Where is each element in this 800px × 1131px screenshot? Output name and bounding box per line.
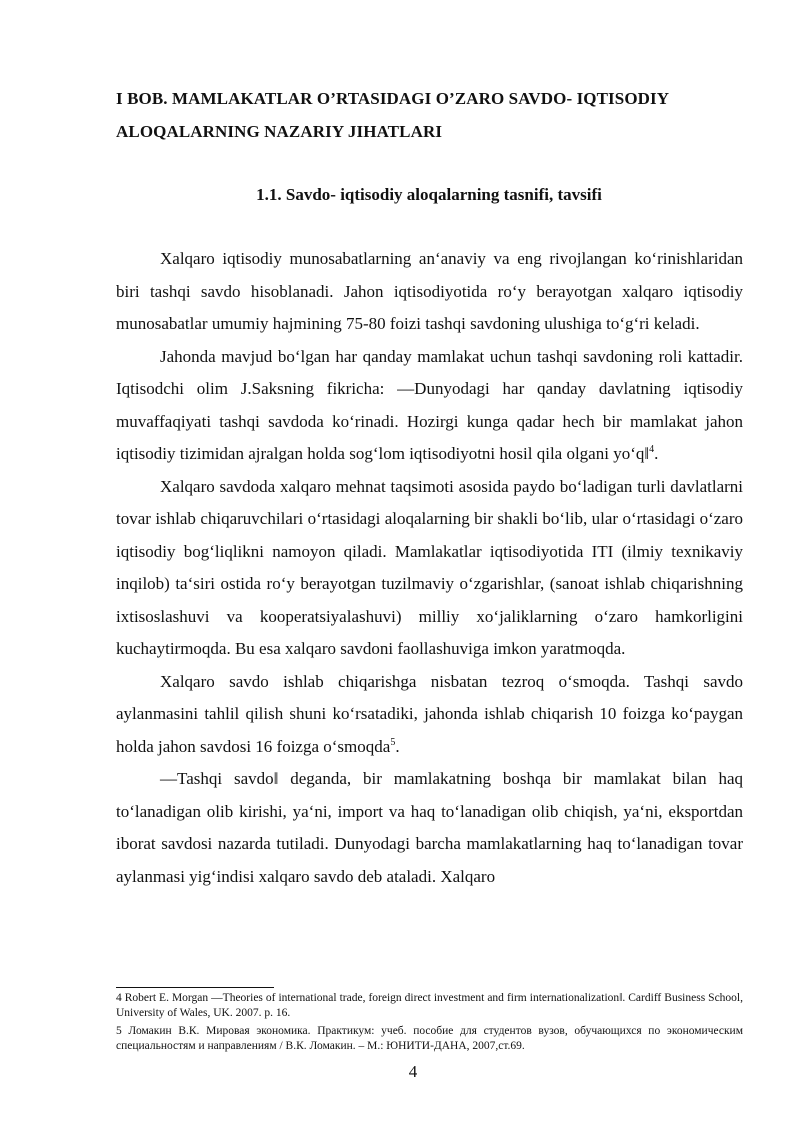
paragraph-2-end: . — [654, 444, 659, 463]
paragraph-2-text: Jahonda mavjud bo‘lgan har qanday mamlakat uchun tashqi savdoning roli kattadir. Iqtisodchi olim J.Saksning fikricha: ―Dunyodagi har qanday davlatning iqtisodiy muvaffaqiyati tashqi savdoda ko‘rinadi. Hozirgi kunga qadar hech bir mamlakat jahon iqtisodiy tizimidan ajralgan holda sog‘lom iqtisodiyotni hosil qila olgani yo‘q‖ — [116, 346, 743, 463]
footnote-5: 5 Ломакин В.К. Мировая экономика. Практикум: учеб. пособие для студентов вузов, обучающихся по экономическим специальностям и направлениям / В.К. Ломакин. – М.: ЮНИТИ-ДАНА, 2007,ст.69. — [116, 1025, 743, 1052]
footnote-ref-4[interactable]: 4 — [649, 444, 655, 455]
paragraph-2 — [116, 341, 743, 471]
chapter-title-line-2: ALOQALARNING NAZARIY JIHATLARI — [116, 122, 443, 141]
chapter-title — [116, 82, 756, 148]
paragraph-5: ―Tashqi savdo‖ deganda, bir mamlakatning boshqa bir mamlakat bilan haq to‘lanadigan olib kirishi, ya‘ni, import va haq to‘lanadigan olib chiqish, ya‘ni, eksportdan iborat savdosi nazarda tutiladi. Dunyodagi barcha mamlakatlarning haq to‘lanadigan tovar aylanmasi yig‘indisi xalqaro savdo deb ataladi. Xalqaro — [116, 769, 743, 886]
paragraph-4-end: . — [395, 736, 400, 756]
page-number: 4 — [408, 1062, 418, 1081]
chapter-title-line-1: I BOB. MAMLAKATLAR O’RTASIDAGI O’ZARO SAVDO- IQTISODIY — [116, 89, 670, 108]
paragraph-4 — [116, 666, 743, 764]
paragraph-3: Xalqaro savdoda xalqaro mehnat taqsimoti asosida paydo bo‘ladigan turli davlatlarni tovar ishlab chiqaruvchilari o‘rtasidagi aloqalarning bir shakli bo‘lib, ular o‘rtasidagi o‘zaro iqtisodiy bog‘liqlikni namoyon qiladi. Mamlakatlar iqtisodiyotida ITI (ilmiy texnikaviy inqilob) ta‘siri ostida ro‘y berayotgan tuzilmaviy o‘zgarishlar, (sanoat ishlab chiqarishning ixtisoslashuvi va kooperatsiyalashuvi) milliy xo‘jaliklarning o‘zaro hamkorligini kuchaytirmoqda. Bu esa xalqaro savdoni faollashuviga imkon yaratmoqda. — [116, 476, 743, 658]
paragraph-4-text: Xalqaro savdo ishlab chiqarishga nisbatan tezroq o‘smoqda. Tashqi savdo aylanmasini tahlil qilish shuni ko‘rsatadiki, jahonda ishlab chiqarish 10 foizga ko‘paygan holda jahon savdosi 16 foizga o‘smoqda — [116, 671, 743, 756]
body-text — [116, 243, 743, 893]
section-title: 1.1. Savdo- iqtisodiy aloqalarning tasnifi, tavsifi — [256, 185, 602, 204]
footnote-4: 4 Robert E. Morgan ―Theories of international trade, foreign direct investment and firm internationalization‖. Cardiff Business School, University of Wales, UK. 2007. p. 16. — [116, 992, 743, 1019]
footnote-ref-5[interactable]: 5 — [390, 736, 396, 748]
paragraph-1: Xalqaro iqtisodiy munosabatlarning an‘anaviy va eng rivojlangan ko‘rinishlaridan biri tashqi savdo hisoblanadi. Jahon iqtisodiyotida ro‘y berayotgan xalqaro iqtisodiy munosabatlar umumiy hajmining 75-80 foizi tashqi savdoning ulushiga to‘g‘ri keladi. — [116, 249, 743, 333]
footnotes — [116, 991, 743, 1057]
footnote-divider — [116, 987, 274, 988]
